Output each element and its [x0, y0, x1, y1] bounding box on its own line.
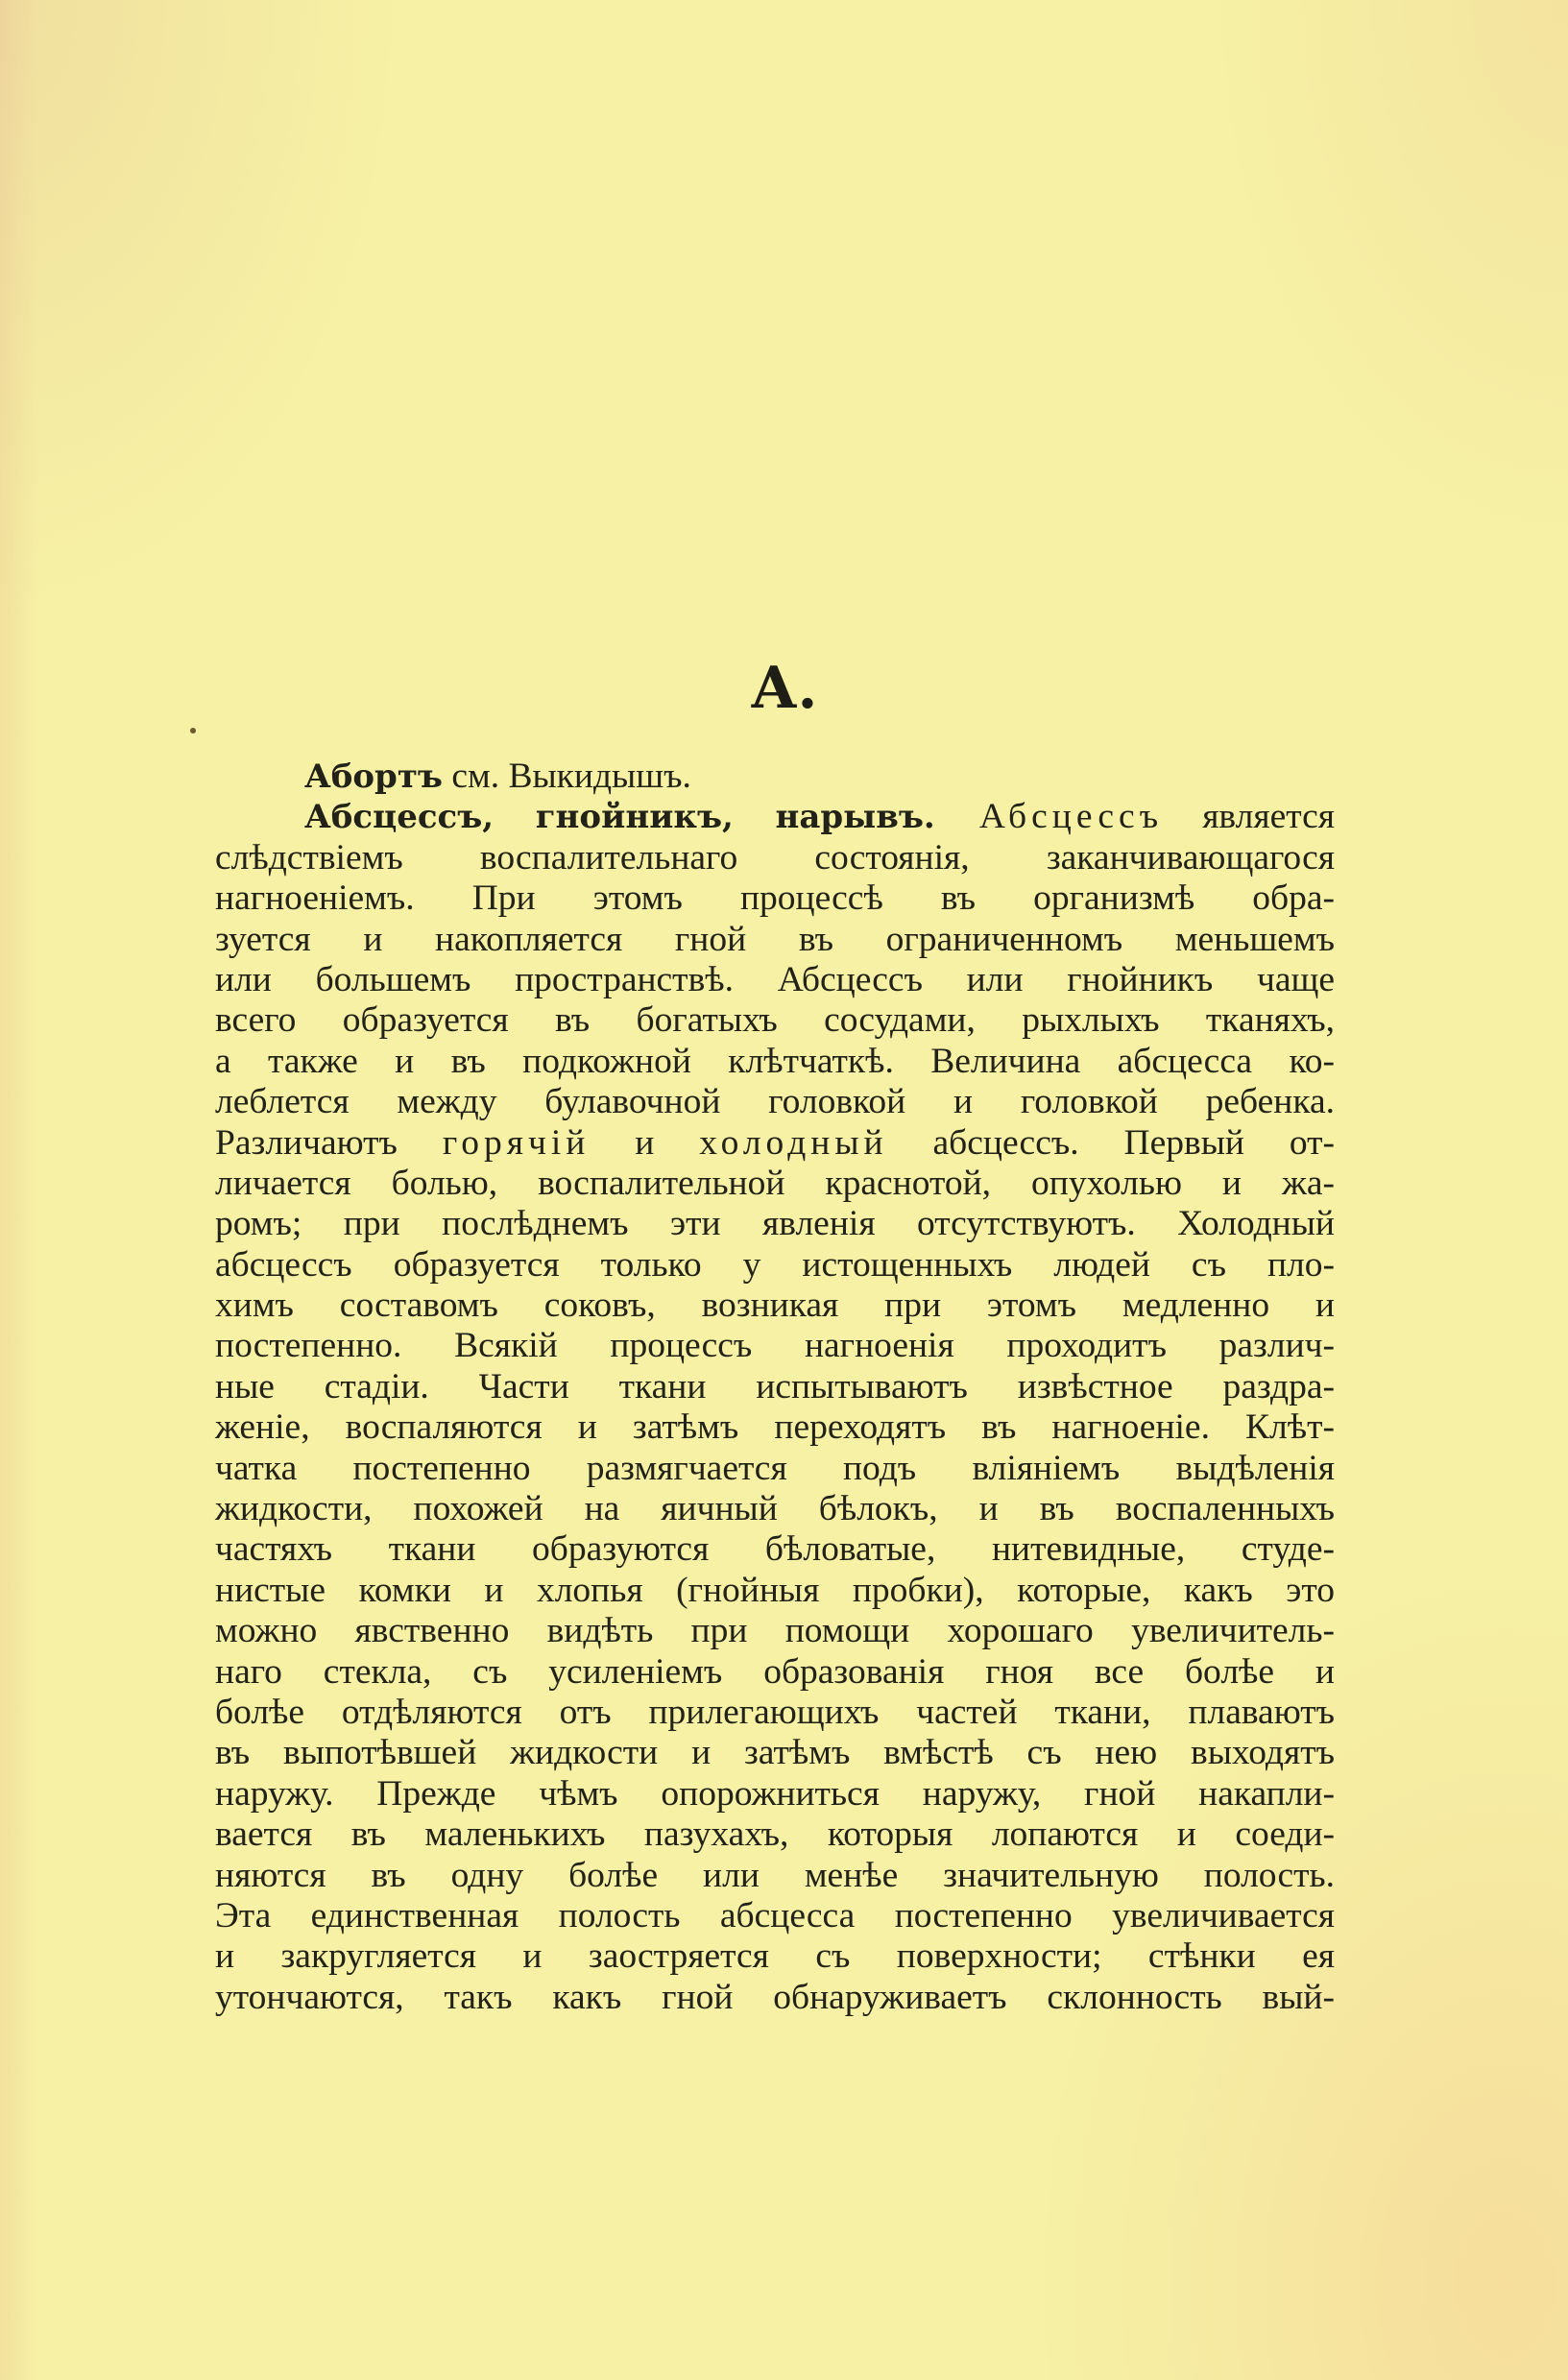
text-line: а также и въ подкожной клѣтчаткѣ. Величина абсцесса ко-	[215, 1041, 1335, 1081]
text-fragment: Различаютъ	[215, 1122, 443, 1163]
text-line: леблется между булавочной головкой и головкой ребенка.	[215, 1082, 1335, 1122]
text-line: утончаются, такъ какъ гной обнаруживаетъ склонность вый-	[215, 1977, 1335, 2017]
text-line: ные стадіи. Части ткани испытываютъ извѣстное раздра-	[215, 1366, 1335, 1406]
text-line: жидкости, похожей на яичный бѣлокъ, и въ воспаленныхъ	[215, 1489, 1335, 1529]
text-line: или большемъ пространствѣ. Абсцессъ или гнойникъ чаще	[215, 959, 1335, 999]
entry-abort	[215, 757, 1335, 797]
body-text	[215, 757, 1335, 2018]
section-letter: А.	[750, 655, 818, 722]
text-line: наго стекла, съ усиленіемъ образованія гноя все болѣе и	[215, 1651, 1335, 1692]
entry-text: является	[1163, 797, 1335, 837]
text-line: въ выпотѣвшей жидкости и затѣмъ вмѣстѣ съ нею выходятъ	[215, 1733, 1335, 1773]
spaced-term: горячій	[442, 1122, 591, 1163]
text-line: ромъ; при послѣднемъ эти явленія отсутствуютъ. Холодный	[215, 1204, 1335, 1244]
entry-text: см. Выкидышъ.	[442, 757, 691, 796]
text-line: няются въ одну болѣе или менѣе значительную полость.	[215, 1855, 1335, 1895]
text-line: частяхъ ткани образуются бѣловатые, нитевидные, студе-	[215, 1529, 1335, 1570]
text-line: болѣе отдѣляются отъ прилегающихъ частей ткани, плаваютъ	[215, 1692, 1335, 1732]
text-line: постепенно. Всякій процессъ нагноенія проходитъ различ-	[215, 1326, 1335, 1366]
spaced-term: Абсцессъ	[934, 797, 1164, 837]
text-line: Эта единственная полость абсцесса постепенно увеличивается	[215, 1895, 1335, 1935]
text-line: химъ составомъ соковъ, возникая при этомъ медленно и	[215, 1286, 1335, 1326]
text-line: и закругляется и заостряется съ поверхности; стѣнки ея	[215, 1936, 1335, 1977]
entry-headword: Абортъ	[304, 757, 443, 796]
text-line: слѣдствіемъ воспалительнаго состоянія, заканчивающагося	[215, 837, 1335, 877]
text-line: вается въ маленькихъ пазухахъ, которыя лопаются и соеди-	[215, 1815, 1335, 1855]
text-line: зуется и накопляется гной въ ограниченномъ меньшемъ	[215, 919, 1335, 959]
text-line: женіе, воспаляются и затѣмъ переходятъ въ нагноеніе. Клѣт-	[215, 1407, 1335, 1448]
text-fragment: и	[590, 1122, 700, 1163]
text-line: можно явственно видѣть при помощи хорошаго увеличитель-	[215, 1611, 1335, 1651]
text-line-spaced	[215, 1123, 1335, 1164]
text-line: всего образуется въ богатыхъ сосудами, рыхлыхъ тканяхъ,	[215, 1000, 1335, 1041]
text-fragment: абсцессъ. Первый от-	[887, 1122, 1335, 1163]
text-line: личается болью, воспалительной краснотой, опухолью и жа-	[215, 1163, 1335, 1203]
entry-headword: Абсцессъ, гнойникъ, нарывъ.	[304, 798, 935, 837]
ink-speck	[190, 728, 196, 733]
entry-abscess	[215, 797, 1335, 837]
text-line: наружу. Прежде чѣмъ опорожниться наружу, гной накапли-	[215, 1773, 1335, 1814]
spaced-term: холодный	[699, 1122, 888, 1163]
text-line: нистые комки и хлопья (гнойныя пробки), которые, какъ это	[215, 1570, 1335, 1610]
text-line: абсцессъ образуется только у истощенныхъ людей съ пло-	[215, 1244, 1335, 1285]
text-line: чатка постепенно размягчается подъ вліяніемъ выдѣленія	[215, 1448, 1335, 1488]
text-line: нагноеніемъ. При этомъ процессѣ въ организмѣ обра-	[215, 878, 1335, 919]
